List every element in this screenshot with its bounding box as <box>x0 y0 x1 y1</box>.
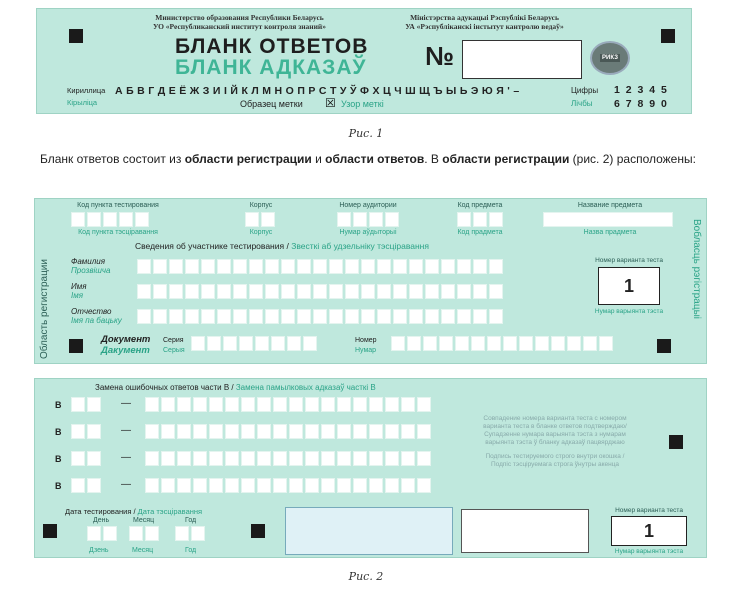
letter-box[interactable] <box>345 309 359 324</box>
logo-text: РИКЗ <box>602 55 618 61</box>
letter-box[interactable] <box>393 284 407 299</box>
issuer-by: Міністэрства адукацыі Рэспублікі Беларусь УА «Рэспубліканскі інстытут кантролю ведаў» <box>405 13 564 31</box>
code-label: Номер аудитории <box>339 202 397 209</box>
letter-box[interactable] <box>567 336 581 351</box>
letter-box[interactable] <box>489 259 503 274</box>
letter-box[interactable] <box>217 259 231 274</box>
letter-box[interactable] <box>441 284 455 299</box>
registration-mark-right <box>657 339 671 353</box>
patronymic-label-by: Імя па бацьку <box>71 316 122 325</box>
code-boxes[interactable] <box>245 212 275 227</box>
signature-field[interactable] <box>285 507 453 555</box>
paragraph-text: . В <box>424 152 443 166</box>
patronymic-label-ru: Отчество <box>71 307 112 316</box>
replacement-heading-ru: Замена ошибочных ответов части В / <box>95 383 234 392</box>
variant-label-ru: Номер варианта теста <box>595 257 663 264</box>
replace-answer-boxes[interactable] <box>145 451 431 466</box>
signature-hint: Подпіс тэсціруемага строга ўнутры акенца <box>490 461 620 468</box>
row-letter: В <box>55 481 62 491</box>
letter-box[interactable] <box>457 309 471 324</box>
letter-box[interactable] <box>153 259 167 274</box>
confirm-block <box>455 415 655 469</box>
row-letter: В <box>55 427 62 437</box>
letter-box[interactable] <box>471 336 485 351</box>
confirm-text: Супадзенне нумара варыянта тэста з нумарам <box>484 431 626 438</box>
document-label <box>101 334 150 356</box>
row-letter: В <box>55 400 62 410</box>
variant-value[interactable]: 1 <box>598 267 660 305</box>
paragraph-bold: области ответов <box>325 152 425 166</box>
letter-box[interactable] <box>409 259 423 274</box>
replace-number-boxes[interactable] <box>71 397 101 412</box>
replace-number-boxes[interactable] <box>71 451 101 466</box>
letter-box[interactable] <box>487 336 501 351</box>
replace-answer-boxes[interactable] <box>145 397 431 412</box>
paragraph-text: (рис. 2) расположены: <box>569 152 696 166</box>
year-label-ru: Год <box>185 517 197 524</box>
answer-form-header <box>36 8 692 114</box>
letter-box[interactable] <box>265 309 279 324</box>
number-label-by: Нумар <box>355 347 377 354</box>
letter-box[interactable] <box>519 336 533 351</box>
year-boxes[interactable] <box>175 526 205 541</box>
letter-box[interactable] <box>455 336 469 351</box>
letter-box[interactable] <box>409 284 423 299</box>
patronymic-label <box>71 307 122 325</box>
letter-box[interactable] <box>313 284 327 299</box>
year-label-by: Год <box>185 547 197 554</box>
letter-box[interactable] <box>169 284 183 299</box>
form-title-ru: БЛАНК ОТВЕТОВ <box>175 35 369 58</box>
code-boxes[interactable] <box>71 212 149 227</box>
code-label-by: Назва прадмета <box>583 229 637 236</box>
patronymic-boxes[interactable] <box>137 309 503 324</box>
letter-box[interactable] <box>361 259 375 274</box>
surname-label <box>71 257 111 275</box>
letter-box[interactable] <box>137 284 151 299</box>
letter-box[interactable] <box>169 309 183 324</box>
paragraph-text: и <box>311 152 326 166</box>
code-field-5 <box>535 202 685 236</box>
letter-box[interactable] <box>535 336 549 351</box>
letter-box[interactable] <box>249 259 263 274</box>
document-label-ru: Документ <box>101 334 151 345</box>
letter-box[interactable] <box>441 309 455 324</box>
letter-box[interactable] <box>233 284 247 299</box>
variant-box-2 <box>607 507 691 557</box>
letter-box[interactable] <box>265 259 279 274</box>
registration-mark-right <box>661 29 675 43</box>
figure-1-caption: Рис. 1 <box>348 127 384 140</box>
letter-box[interactable] <box>137 309 151 324</box>
code-field-4 <box>445 202 515 236</box>
surname-label-ru: Фамилия <box>71 257 105 266</box>
code-label-by: Код прадмета <box>457 229 503 236</box>
letter-box[interactable] <box>265 284 279 299</box>
series-boxes[interactable] <box>191 336 317 351</box>
letter-box[interactable] <box>185 284 199 299</box>
month-boxes[interactable] <box>129 526 159 541</box>
cyrillic-label-by: Кірыліца <box>67 98 98 107</box>
code-boxes[interactable] <box>457 212 503 227</box>
confirm-text: Совпадение номера варианта теста с номером <box>483 415 627 422</box>
participant-heading <box>135 241 429 251</box>
code-label: Корпус <box>249 202 273 209</box>
letter-box[interactable] <box>439 336 453 351</box>
issuer-ru: Министерство образования Республики Беларусь УО «Республиканский институт контроля знаний» <box>152 13 327 31</box>
description-paragraph <box>40 150 698 168</box>
registration-mark-left <box>69 339 83 353</box>
letter-box[interactable] <box>137 259 151 274</box>
letter-box[interactable] <box>185 309 199 324</box>
letter-box[interactable] <box>423 336 437 351</box>
letter-box[interactable] <box>393 309 407 324</box>
letter-box[interactable] <box>345 259 359 274</box>
series-label-ru: Серия <box>163 337 184 344</box>
confirm-text: варыянта тэста ў бланку адказаў пацвярджаю <box>485 439 625 446</box>
registration-mark-right <box>669 435 683 449</box>
letter-box[interactable] <box>473 259 487 274</box>
alphabet-sample: А Б В Г Д Е Ё Ж З И І Й К Л М Н О П Р С Т У Ў Ф Х Ц Ч Ш Щ Ъ Ы Ь Э Ю Я ' – <box>115 85 520 97</box>
letter-box[interactable] <box>425 309 439 324</box>
month-label-by: Месяц <box>132 547 154 554</box>
letter-box[interactable] <box>583 336 597 351</box>
letter-box[interactable] <box>425 284 439 299</box>
number-sign: № <box>425 41 454 71</box>
replace-answer-boxes[interactable] <box>145 478 431 493</box>
replace-number-boxes[interactable] <box>71 478 101 493</box>
replacement-area <box>34 378 707 558</box>
mark-sample-icon: ☒ <box>325 96 336 110</box>
participant-heading-ru: Сведения об участнике тестирования / <box>135 241 289 251</box>
letter-box[interactable] <box>441 259 455 274</box>
surname-label-by: Прозвішча <box>71 266 111 275</box>
letter-box[interactable] <box>281 259 295 274</box>
letter-box[interactable] <box>249 309 263 324</box>
letter-box[interactable] <box>217 309 231 324</box>
paragraph-text: Бланк ответов состоит из <box>40 152 185 166</box>
letter-box[interactable] <box>297 284 311 299</box>
replacement-heading-by: Замена памылковых адказаў часткі В <box>235 383 376 392</box>
letter-box[interactable] <box>599 336 613 351</box>
letter-box[interactable] <box>407 336 421 351</box>
name-label-by: Імя <box>71 291 83 300</box>
registration-area <box>34 198 707 364</box>
row-dash: — <box>121 425 131 436</box>
letter-box[interactable] <box>313 259 327 274</box>
letter-box[interactable] <box>425 259 439 274</box>
form-title-by: БЛАНК АДКАЗАЎ <box>175 56 367 79</box>
cyrillic-label-ru: Кириллица <box>67 86 106 95</box>
letter-box[interactable] <box>233 309 247 324</box>
variant2-label-ru: Номер варианта теста <box>615 507 683 514</box>
code-label: Название предмета <box>577 202 643 209</box>
date-heading <box>65 507 202 516</box>
code-label-by: Нумар аўдыторыі <box>339 229 397 236</box>
code-field-2 <box>231 202 291 236</box>
letter-box[interactable] <box>361 284 375 299</box>
variant2-value[interactable]: 1 <box>611 516 687 546</box>
digits-label-ru: Цифры <box>571 86 599 95</box>
registration-mark-left <box>69 29 83 43</box>
side-label-right: Вобласць рэгістрацыі <box>691 219 702 319</box>
replace-answer-boxes[interactable] <box>145 424 431 439</box>
digits-label-by: Лічбы <box>571 99 593 108</box>
letter-box[interactable] <box>503 336 517 351</box>
row-dash: — <box>121 452 131 463</box>
variant-box <box>594 257 664 319</box>
code-boxes[interactable] <box>337 212 399 227</box>
letter-box[interactable] <box>393 259 407 274</box>
letter-box[interactable] <box>249 284 263 299</box>
code-boxes[interactable] <box>543 212 673 227</box>
name-label <box>71 282 86 300</box>
code-field-1 <box>59 202 177 236</box>
variant-label-by: Нумар варыянта тэста <box>594 308 664 315</box>
letter-box[interactable] <box>473 284 487 299</box>
number-label-ru: Номер <box>355 337 377 344</box>
letter-box[interactable] <box>233 259 247 274</box>
letter-box[interactable] <box>329 259 343 274</box>
row-dash: — <box>121 479 131 490</box>
letter-box[interactable] <box>185 259 199 274</box>
letter-box[interactable] <box>377 259 391 274</box>
series-label <box>163 336 185 356</box>
letter-box[interactable] <box>457 259 471 274</box>
code-field-3 <box>327 202 409 236</box>
rikz-logo <box>590 41 630 75</box>
letter-box[interactable] <box>169 259 183 274</box>
replacement-heading <box>95 383 376 392</box>
paragraph-bold: области регистрации <box>184 152 312 166</box>
letter-box[interactable] <box>361 309 375 324</box>
letter-box[interactable] <box>489 284 503 299</box>
digits-row-1: 1 2 3 4 5 <box>614 84 669 96</box>
registration-mark-center <box>251 524 265 538</box>
mark-sample-by: Узор меткі <box>341 99 384 109</box>
registration-mark-left <box>43 524 57 538</box>
code-label-by: Корпус <box>249 229 273 236</box>
row-dash: — <box>121 398 131 409</box>
letter-box[interactable] <box>281 309 295 324</box>
participant-heading-by: Звесткі аб удзельніку тэсціравання <box>291 241 429 251</box>
code-label: Код пункта тестирования <box>77 202 159 209</box>
day-boxes[interactable] <box>87 526 117 541</box>
row-letter: В <box>55 454 62 464</box>
letter-box[interactable] <box>345 284 359 299</box>
letter-box[interactable] <box>153 284 167 299</box>
day-label-by: Дзень <box>89 547 109 554</box>
mark-sample-ru: Образец метки <box>240 99 303 109</box>
letter-box[interactable] <box>377 309 391 324</box>
day-label-ru: День <box>93 517 110 524</box>
signature-hint: Подпись тестируемого строго внутри окошка / <box>485 453 625 460</box>
replace-number-boxes[interactable] <box>71 424 101 439</box>
digits-row-2: 6 7 8 9 0 <box>614 98 669 110</box>
form-number-field[interactable] <box>462 40 582 79</box>
letter-box[interactable] <box>377 284 391 299</box>
confirm-field[interactable] <box>461 509 589 553</box>
letter-box[interactable] <box>153 309 167 324</box>
paragraph-bold: области регистрации <box>442 152 570 166</box>
letter-box[interactable] <box>297 259 311 274</box>
letter-box[interactable] <box>409 309 423 324</box>
letter-box[interactable] <box>473 309 487 324</box>
month-label-ru: Месяц <box>133 517 155 524</box>
code-label-by: Код пункта тэсціравання <box>78 229 158 236</box>
letter-box[interactable] <box>551 336 565 351</box>
letter-box[interactable] <box>391 336 405 351</box>
letter-box[interactable] <box>201 309 215 324</box>
surname-boxes[interactable] <box>137 259 503 274</box>
date-heading-by: Дата тэсціравання <box>137 507 203 516</box>
confirm-text: варианта теста в бланке ответов подтверждаю/ <box>483 423 627 430</box>
letter-box[interactable] <box>329 284 343 299</box>
code-label: Код предмета <box>457 202 503 209</box>
letter-box[interactable] <box>313 309 327 324</box>
letter-box[interactable] <box>329 309 343 324</box>
letter-box[interactable] <box>201 259 215 274</box>
letter-box[interactable] <box>457 284 471 299</box>
document-label-by: Дакумент <box>101 345 150 356</box>
letter-box[interactable] <box>297 309 311 324</box>
letter-box[interactable] <box>217 284 231 299</box>
letter-box[interactable] <box>281 284 295 299</box>
date-heading-ru: Дата тестирования / <box>65 507 136 516</box>
variant2-label-by: Нумар варыянта тэста <box>614 548 684 555</box>
name-label-ru: Имя <box>71 282 87 291</box>
number-boxes[interactable] <box>391 336 613 351</box>
letter-box[interactable] <box>201 284 215 299</box>
name-boxes[interactable] <box>137 284 503 299</box>
series-label-by: Серыя <box>163 347 185 354</box>
side-label-left: Область регистрации <box>39 259 50 359</box>
letter-box[interactable] <box>489 309 503 324</box>
number-label <box>355 336 377 356</box>
figure-2-caption: Рис. 2 <box>348 570 384 583</box>
